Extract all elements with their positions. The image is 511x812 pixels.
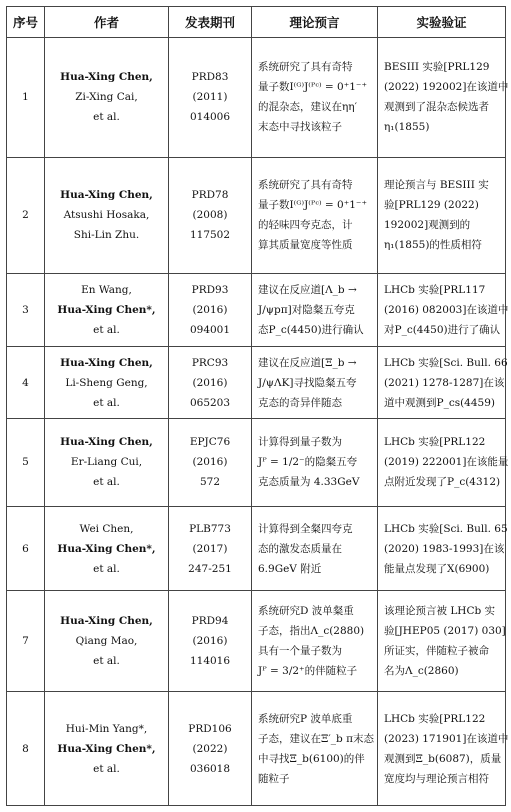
author-line: Er-Liang Cui,	[70, 456, 143, 469]
journal-line: PRD93	[191, 283, 229, 296]
theory-line: 克态质量为 4.33GeV	[258, 476, 360, 489]
theory-line: 算其质量宽度等性质	[258, 239, 353, 252]
table-row	[7, 591, 506, 692]
experiment-line: 该理论预言被 LHCb 实	[384, 605, 496, 618]
journal-line: PRD83	[191, 71, 229, 84]
authors-cell	[45, 692, 169, 806]
experiment-cell	[378, 692, 509, 806]
authors-cell	[45, 38, 169, 158]
experiment-line: 宽度均与理论预言相符	[384, 772, 489, 785]
results-table-container	[6, 6, 509, 806]
journal-line: PRD78	[191, 189, 229, 202]
theory-line: 系统研究了具有奇特	[258, 61, 353, 74]
theory-line: 克态的奇异伴随态	[258, 396, 342, 409]
row-number: 8	[7, 692, 45, 806]
experiment-line: BESIII 实验[PRL129	[384, 61, 490, 74]
journal-cell	[169, 157, 252, 273]
theory-line: 中寻找Ξ_b(6100)的伴	[258, 752, 365, 765]
theory-line: 6.9GeV 附近	[258, 562, 322, 575]
theory-line: 随粒子	[258, 772, 290, 785]
journal-line: 094001	[189, 323, 231, 336]
experiment-cell	[378, 591, 506, 692]
experiment-cell	[378, 38, 509, 158]
theory-line: 的轻味四夸克态，计	[258, 219, 353, 232]
row-number: 7	[7, 591, 45, 692]
author-line: Hua-Xing Chen*,	[57, 542, 156, 555]
theory-cell	[252, 157, 378, 273]
theory-line: 系统研究了具有奇特	[258, 179, 353, 192]
theory-cell	[252, 507, 378, 591]
author-line: et al.	[93, 111, 120, 124]
row-number: 2	[7, 157, 45, 273]
journal-cell	[169, 273, 252, 347]
theory-line: 末态中寻找该粒子	[258, 121, 342, 134]
results-table	[6, 6, 509, 806]
experiment-line: 192002]观测到的	[384, 219, 471, 232]
theory-line: 具有一个量子数为	[258, 645, 342, 658]
experiment-line: LHCb 实验[PRL117	[384, 283, 486, 296]
row-number: 6	[7, 507, 45, 591]
theory-line: 态的激发态质量在	[258, 542, 342, 555]
authors-cell	[45, 591, 169, 692]
experiment-line: 道中观测到P_cs(4459)	[384, 396, 495, 409]
journal-line: 114016	[189, 655, 231, 668]
theory-line: J/ψΛK]寻找隐粲五夸	[258, 376, 357, 389]
theory-line: 系统研究D 波单粲重	[258, 605, 354, 618]
authors-cell	[45, 347, 169, 419]
author-line: et al.	[93, 655, 120, 668]
experiment-line: 能量点发现了X(6900)	[384, 562, 490, 575]
author-line: Hua-Xing Chen,	[60, 189, 153, 202]
journal-line: 117502	[189, 229, 231, 242]
author-line: Wei Chen,	[79, 522, 134, 535]
journal-line: 036018	[189, 762, 231, 775]
journal-line: (2016)	[192, 456, 228, 469]
theory-line: 的混杂态，建议在ηη′	[258, 101, 357, 114]
experiment-line: (2021) 1278-1287]在该	[384, 376, 505, 389]
journal-line: (2008)	[192, 209, 228, 222]
experiment-line: η₁(1855)	[384, 121, 430, 134]
journal-line: (2016)	[192, 635, 228, 648]
authors-cell	[45, 273, 169, 347]
experiment-line: LHCb 实验[PRL122	[384, 436, 486, 449]
authors-cell	[45, 418, 169, 506]
row-number: 1	[7, 38, 45, 158]
experiment-line: 观测到Ξ_b(6087)，质量	[384, 752, 502, 765]
journal-cell	[169, 507, 252, 591]
theory-line: 建议在反应道[Ξ_b →	[258, 356, 357, 369]
author-line: Zi-Xing Cai,	[75, 91, 138, 104]
journal-line: 247-251	[188, 562, 232, 575]
theory-cell	[252, 418, 378, 506]
journal-line: (2017)	[192, 542, 228, 555]
authors-cell	[45, 507, 169, 591]
author-line: En Wang,	[81, 283, 132, 296]
author-line: Hua-Xing Chen,	[60, 615, 153, 628]
author-line: et al.	[93, 562, 120, 575]
journal-line: 572	[199, 476, 221, 489]
journal-cell	[169, 418, 252, 506]
author-line: et al.	[93, 396, 120, 409]
author-line: Hui-Min Yang*,	[65, 722, 148, 735]
table-row	[7, 507, 506, 591]
theory-line: 子态，建议在Ξ′_b π末态	[258, 732, 374, 745]
theory-cell	[252, 591, 378, 692]
journal-line: PRD106	[188, 722, 232, 735]
theory-line: 子态，指出Λ_c(2880)	[258, 625, 365, 638]
journal-line: 065203	[189, 396, 231, 409]
theory-line: 量子数I⁽ᴳ⁾J⁽ᴾᶜ⁾ = 0⁺1⁻⁺	[258, 199, 367, 212]
experiment-line: (2022) 192002]在该道中	[384, 81, 509, 94]
author-line: et al.	[93, 476, 120, 489]
author-line: Hua-Xing Chen*,	[57, 303, 156, 316]
experiment-line: 名为Λ_c(2860)	[384, 665, 459, 678]
author-line: Shi-Lin Zhu.	[73, 229, 140, 242]
journal-line: 014006	[189, 111, 231, 124]
author-line: Hua-Xing Chen*,	[57, 742, 156, 755]
author-line: Hua-Xing Chen,	[60, 356, 153, 369]
journal-line: PRD94	[191, 615, 229, 628]
experiment-line: 观测到了混杂态候选者	[384, 101, 489, 114]
experiment-line: LHCb 实验[PRL122	[384, 712, 486, 725]
experiment-line: η₁(1855)的性质相符	[384, 239, 482, 252]
theory-cell	[252, 38, 378, 158]
journal-cell	[169, 38, 252, 158]
table-row	[7, 273, 506, 347]
author-line: Qiang Mao,	[75, 635, 138, 648]
theory-line: 计算得到量子数为	[258, 436, 342, 449]
journal-line: (2016)	[192, 376, 228, 389]
author-line: Li-Sheng Geng,	[65, 376, 148, 389]
theory-line: 建议在反应道[Λ_b →	[258, 283, 357, 296]
experiment-line: LHCb 实验[Sci. Bull. 66	[384, 356, 508, 369]
journal-cell	[169, 347, 252, 419]
author-line: Atsushi Hosaka,	[63, 209, 150, 222]
experiment-line: 理论预言与 BESIII 实	[384, 179, 489, 192]
authors-cell	[45, 157, 169, 273]
experiment-cell	[378, 418, 509, 506]
row-number: 4	[7, 347, 45, 419]
table-row	[7, 38, 506, 158]
journal-line: (2016)	[192, 303, 228, 316]
header-theory: 理论预言	[252, 7, 378, 38]
table-row	[7, 692, 506, 806]
experiment-line: (2019) 222001]在该能量	[384, 456, 509, 469]
header-number: 序号	[7, 7, 45, 38]
journal-cell	[169, 692, 252, 806]
theory-cell	[252, 273, 378, 347]
theory-line: J/ψpπ]对隐粲五夸克	[258, 303, 355, 316]
header-authors: 作者	[45, 7, 169, 38]
theory-line: Jᴾ = 1/2⁻的隐粲五夸	[258, 456, 358, 469]
theory-line: 系统研究P 波单底重	[258, 712, 353, 725]
journal-cell	[169, 591, 252, 692]
author-line: Hua-Xing Chen,	[60, 436, 153, 449]
theory-line: 态P_c(4450)进行确认	[258, 323, 364, 336]
experiment-cell	[378, 157, 506, 273]
author-line: et al.	[93, 762, 120, 775]
experiment-line: (2023) 171901]在该道中	[384, 732, 509, 745]
experiment-line: 验[PRL129 (2022)	[384, 199, 479, 212]
experiment-cell	[378, 347, 506, 419]
header-journal: 发表期刊	[169, 7, 252, 38]
theory-cell	[252, 692, 378, 806]
theory-cell	[252, 347, 378, 419]
row-number: 5	[7, 418, 45, 506]
table-row	[7, 418, 506, 506]
journal-line: EPJC76	[189, 436, 231, 449]
table-row	[7, 157, 506, 273]
theory-line: 计算得到全粲四夸克	[258, 522, 353, 535]
journal-line: (2011)	[192, 91, 228, 104]
experiment-line: (2016) 082003]在该道中	[384, 303, 509, 316]
experiment-line: 验[JHEP05 (2017) 030]	[384, 625, 506, 638]
experiment-line: 所证实，伴随粒子被命	[384, 645, 489, 658]
author-line: et al.	[93, 323, 120, 336]
journal-line: (2022)	[192, 742, 228, 755]
author-line: Hua-Xing Chen,	[60, 71, 153, 84]
theory-line: Jᴾ = 3/2⁺的伴随粒子	[258, 665, 358, 678]
table-row	[7, 347, 506, 419]
experiment-cell	[378, 273, 509, 347]
table-body	[7, 38, 509, 806]
header-experiment: 实验验证	[378, 7, 506, 38]
experiment-cell	[378, 507, 506, 591]
journal-line: PLB773	[189, 522, 231, 535]
experiment-line: LHCb 实验[Sci. Bull. 65	[384, 522, 508, 535]
theory-line: 量子数I⁽ᴳ⁾J⁽ᴾᶜ⁾ = 0⁺1⁻⁺	[258, 81, 367, 94]
journal-line: PRC93	[191, 356, 229, 369]
experiment-line: (2020) 1983-1993]在该	[384, 542, 505, 555]
table-header-row	[7, 7, 506, 38]
row-number: 3	[7, 273, 45, 347]
experiment-line: 点附近发现了P_c(4312)	[384, 476, 501, 489]
experiment-line: 对P_c(4450)进行了确认	[384, 323, 501, 336]
